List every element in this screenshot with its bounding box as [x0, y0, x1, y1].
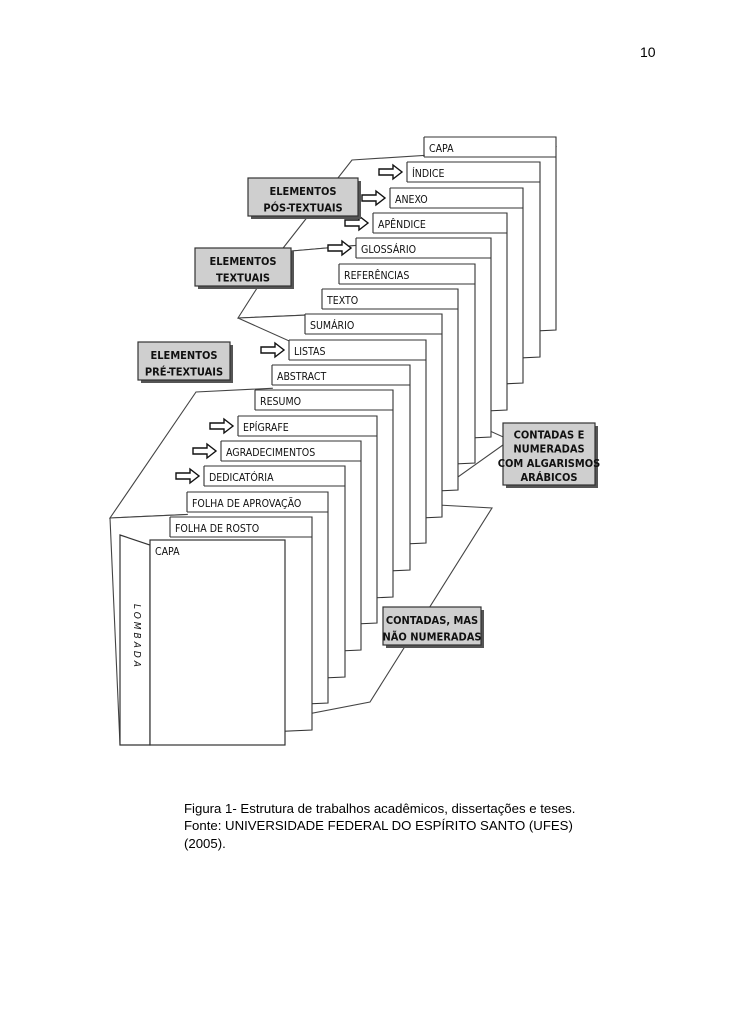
- label-line: CONTADAS E: [513, 428, 585, 442]
- label-line: CONTADAS, MAS: [385, 614, 479, 628]
- page-number: 10: [640, 44, 656, 60]
- label-line: NUMERADAS: [513, 442, 585, 456]
- caption-title: Figura 1- Estrutura de trabalhos acadêmicos, dissertações e teses.: [184, 801, 576, 816]
- page-label: RESUMO: [260, 396, 302, 408]
- page-label: AGRADECIMENTOS: [226, 447, 316, 459]
- page-label: DEDICATÓRIA: [209, 472, 274, 484]
- page-label: GLOSSÁRIO: [361, 244, 417, 256]
- arrow-icon: [261, 343, 284, 357]
- label-line: ARÁBICOS: [520, 471, 578, 485]
- label-contadas-numeradas: [498, 423, 601, 488]
- label-line: PRÉ-TEXTUAIS: [144, 365, 224, 379]
- label-pre-textuais: [138, 342, 233, 383]
- label-pos-textuais: [248, 178, 361, 219]
- page-label: CAPA: [429, 143, 454, 155]
- caption-year: (2005).: [184, 835, 226, 851]
- page-label: ABSTRACT: [277, 371, 327, 383]
- page-label: FOLHA DE ROSTO: [175, 523, 260, 535]
- label-line: NÃO NUMERADAS: [382, 630, 482, 644]
- front-cover: [120, 535, 285, 745]
- page-label: FOLHA DE APROVAÇÃO: [192, 498, 302, 510]
- label-line: PÓS-TEXTUAIS: [263, 201, 343, 215]
- label-line: ELEMENTOS: [269, 185, 337, 199]
- label-line: TEXTUAIS: [215, 271, 271, 285]
- label-contadas-nao-numeradas: [382, 607, 484, 648]
- front-cover-page: [150, 540, 285, 745]
- label-line: COM ALGARISMOS: [497, 456, 601, 470]
- caption-source: Fonte: UNIVERSIDADE FEDERAL DO ESPÍRITO SANTO (UFES): [184, 818, 573, 834]
- page-label: APÊNDICE: [378, 219, 426, 231]
- page-label: LISTAS: [294, 346, 326, 358]
- label-line: ELEMENTOS: [209, 255, 277, 269]
- label-textuais: [195, 248, 294, 289]
- page-label: REFERÊNCIAS: [344, 270, 410, 282]
- page-label: ANEXO: [395, 194, 428, 206]
- page-label: ÍNDICE: [412, 168, 445, 180]
- label-line: ELEMENTOS: [150, 349, 218, 363]
- page-label: SUMÁRIO: [310, 320, 355, 332]
- front-cover-label: CAPA: [155, 546, 180, 558]
- page-label: EPÍGRAFE: [243, 422, 289, 434]
- figure-caption: [184, 800, 624, 852]
- spine-label: LOMBADA: [131, 604, 142, 670]
- page-label: TEXTO: [327, 295, 359, 307]
